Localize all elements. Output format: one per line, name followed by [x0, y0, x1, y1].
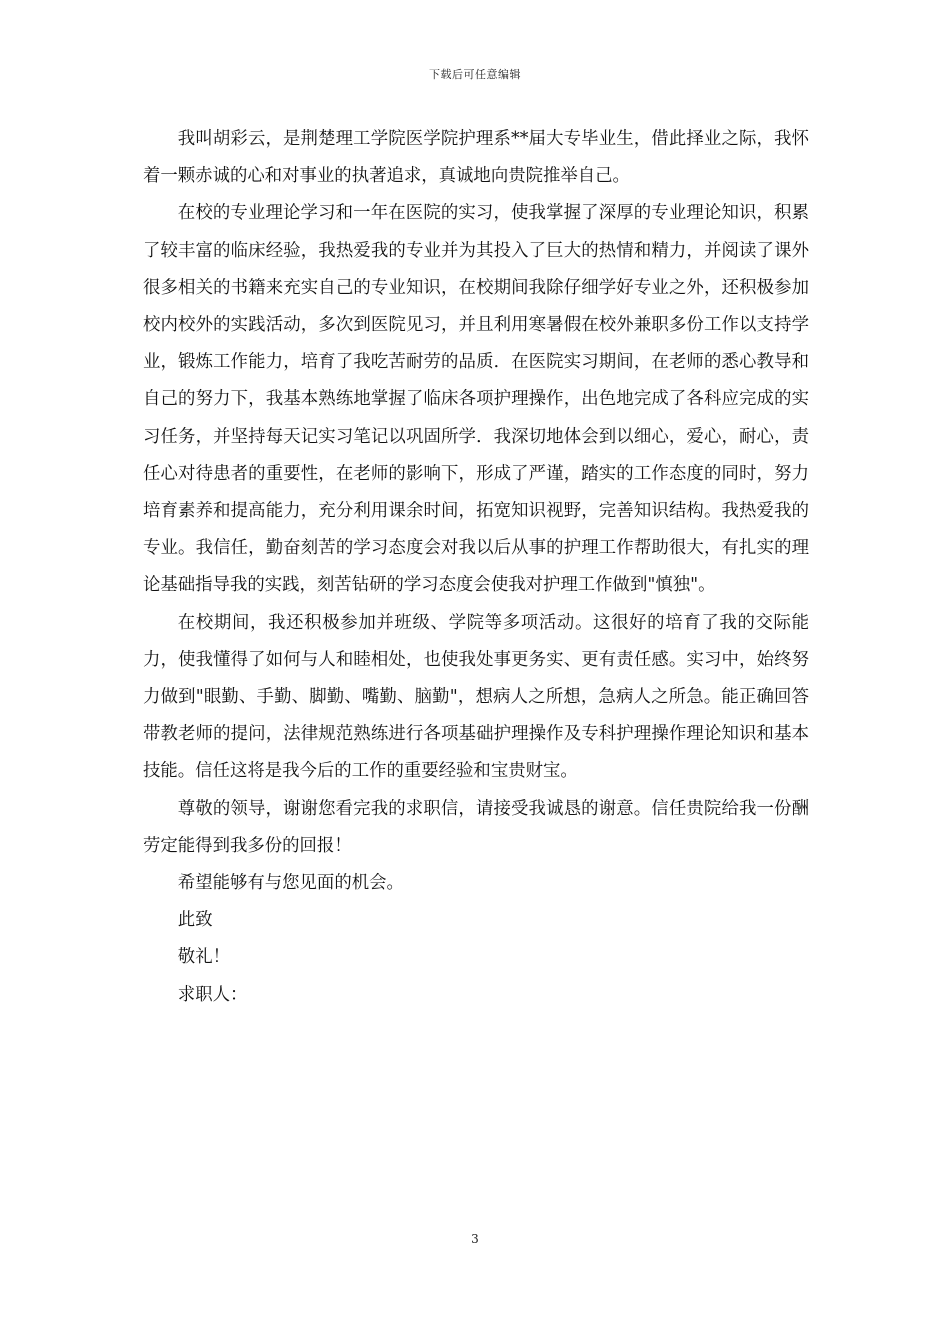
paragraph-hope: 希望能够有与您见面的机会。 [177, 873, 404, 894]
page-number: 3 [471, 1232, 479, 1246]
signature-applicant: 求职人： [177, 984, 248, 1005]
paragraph-introduction: 我叫胡彩云，是荆楚理工学院医学院护理系**届大专毕业生，借此择业之际，我怀着一颗赤诚的心和对事业的执著追求，真诚地向贵院推举自己。 [143, 129, 809, 187]
paragraph-activities: 在校期间，我还积极参加并班级、学院等多项活动。这很好的培育了我的交际能力，使我懂得了如何与人和睦相处，也使我处事更务实、更有责任感。实习中，始终努力做到"眼勤、手勤、脚勤、嘴勤、脑勤"，想病人之所想，急病人之所急。能正确回答带教老师的提问，法律规范熟练进行各项基础护理操作及专科护理操作理论知识和基本技能。信任这将是我今后的工作的重要经验和宝贵财宝。 [143, 612, 809, 782]
paragraph-thanks: 尊敬的领导，谢谢您看完我的求职信，请接受我诚恳的谢意。信任贵院给我一份酬劳定能得到我多份的回报！ [143, 798, 809, 856]
letter-body [143, 121, 809, 1014]
closing-jingli: 敬礼！ [177, 947, 230, 968]
paragraph-education-internship: 在校的专业理论学习和一年在医院的实习，使我掌握了深厚的专业理论知识，积累了较丰富的临床经验，我热爱我的专业并为其投入了巨大的热情和精力，并阅读了课外很多相关的书籍来充实自己的专业知识，在校期间我除仔细学好专业之外，还积极参加校内校外的实践活动，多次到医院见习，并且利用寒暑假在校外兼职多份工作以支持学业，锻炼工作能力，培育了我吃苦耐劳的品质．在医院实习期间，在老师的悉心教导和自己的努力下，我基本熟练地掌握了临床各项护理操作，出色地完成了各科应完成的实习任务，并坚持每天记实习笔记以巩固所学．我深切地体会到以细心，爱心，耐心，责任心对待患者的重要性，在老师的影响下，形成了严谨，踏实的工作态度的同时，努力培育素养和提高能力，充分利用课余时间，拓宽知识视野，完善知识结构。我热爱我的专业。我信任，勤奋刻苦的学习态度会对我以后从事的护理工作帮助很大，有扎实的理论基础指导我的实践，刻苦钻研的学习态度会使我对护理工作做到"慎独"。 [143, 203, 809, 596]
closing-cizhi: 此致 [177, 910, 213, 931]
page-header: 下载后可任意编辑 [429, 68, 521, 81]
